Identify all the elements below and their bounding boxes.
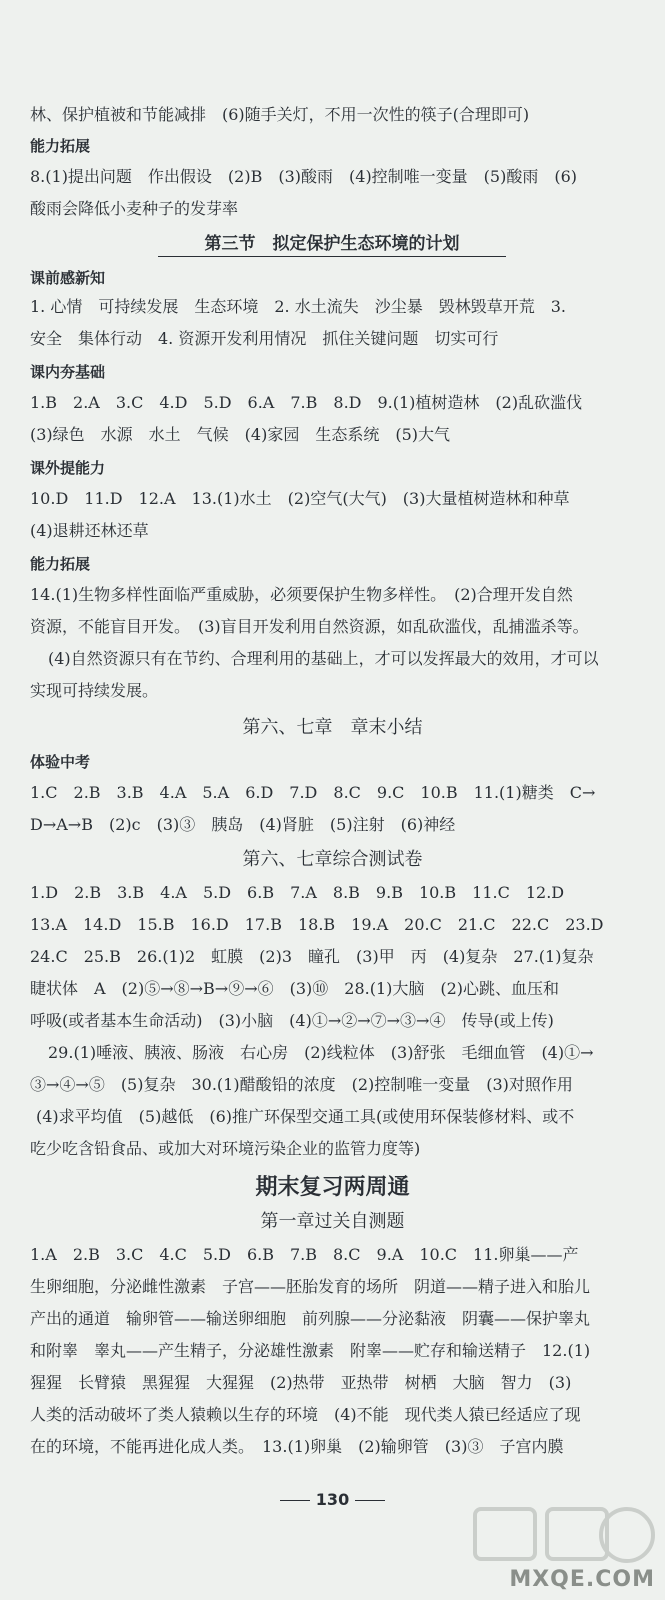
answer-line: 1.B 2.A 3.C 4.D 5.D 6.A 7.B 8.D 9.(1)植树造林 (2)乱砍滥伐 (30, 393, 583, 412)
answer-line: 1.D 2.B 3.B 4.A 5.D 6.B 7.A 8.B 9.B 10.B 11.C 12.D (30, 883, 565, 902)
page-number-value: 130 (315, 1490, 350, 1509)
answer-line: 睫状体 A (2)⑤→⑧→B→⑨→⑥ (3)⑩ 28.(1)大脑 (2)心跳、血压和 (30, 979, 560, 998)
answer-line: 1.A 2.B 3.C 4.C 5.D 6.B 7.B 8.C 9.A 10.C 11.卵巢——产 (30, 1245, 579, 1264)
answer-line: 吃少吃含铅食品、或加大对环境污染企业的监管力度等) (30, 1139, 421, 1158)
watermark-text: MXQE.COM (509, 1567, 655, 1592)
answer-line: 林、保护植被和节能减排 (6)随手关灯，不用一次性的筷子(合理即可) (30, 105, 530, 124)
answer-line: 13.A 14.D 15.B 16.D 17.B 18.B 19.A 20.C 21.C 22.C 23.D (30, 915, 604, 934)
answer-line: (3)绿色 水源 水土 气候 (4)家园 生态系统 (5)大气 (30, 425, 450, 444)
answer-line: 产出的通道 输卵管——输送卵细胞 前列腺——分泌黏液 阴囊——保护睾丸 (30, 1309, 591, 1328)
answer-line: 人类的活动破坏了类人猿赖以生存的环境 (4)不能 现代类人猿已经适应了现 (30, 1405, 581, 1424)
answer-line: 8.(1)提出问题 作出假设 (2)B (3)酸雨 (4)控制唯一变量 (5)酸雨 (6) (30, 167, 578, 186)
page-number-dash (355, 1500, 385, 1501)
answer-line: 实现可持续发展。 (30, 681, 159, 700)
answer-line: (4)求平均值 (5)越低 (6)推广环保型交通工具(或使用环保装修材料、或不 (36, 1107, 575, 1126)
section-heading-ability: 能力拓展 (30, 555, 91, 573)
section-heading-ability: 能力拓展 (30, 137, 91, 155)
answer-line: (4)自然资源只有在节约、合理利用的基础上，才可以发挥最大的效用，才可以 (48, 649, 599, 668)
answer-line: 1.C 2.B 3.B 4.A 5.A 6.D 7.D 8.C 9.C 10.B 11.(1)糖类 C→ (30, 783, 596, 802)
answer-line: D→A→B (2)c (3)③ 胰岛 (4)肾脏 (5)注射 (6)神经 (30, 815, 456, 834)
answer-line: 资源，不能盲目开发。 (3)盲目开发利用自然资源，如乱砍滥伐，乱捕滥杀等。 (30, 617, 589, 636)
answer-line: 10.D 11.D 12.A 13.(1)水土 (2)空气(大气) (3)大量植树造林和种草 (30, 489, 570, 508)
page-number-dash (280, 1500, 310, 1501)
review-title: 期末复习两周通 (255, 1175, 410, 1200)
answer-line: 呼吸(或者基本生命活动) (3)小脑 (4)①→②→⑦→③→④ 传导(或上传) (30, 1011, 554, 1030)
answer-line: (4)退耕还林还草 (30, 521, 149, 540)
answer-line: 猩猩 长臂猿 黑猩猩 大猩猩 (2)热带 亚热带 树栖 大脑 智力 (3) (30, 1373, 572, 1392)
section-title: 第三节 拟定保护生态环境的计划 (158, 232, 506, 257)
answer-line: 29.(1)唾液、胰液、肠液 右心房 (2)线粒体 (3)舒张 毛细血管 (4)①→ (48, 1043, 594, 1062)
chapter-test-title: 第一章过关自测题 (260, 1211, 405, 1232)
test-paper-title: 第六、七章综合测试卷 (242, 849, 423, 870)
answer-line: 在的环境，不能再进化成人类。 13.(1)卵巢 (2)输卵管 (3)③ 子宫内膜 (30, 1437, 564, 1456)
answer-line: 安全 集体行动 4. 资源开发利用情况 抓住关键问题 切实可行 (30, 329, 499, 348)
section-heading-basics: 课内夯基础 (30, 363, 106, 381)
answer-line: 14.(1)生物多样性面临严重威胁，必须要保护生物多样性。 (2)合理开发自然 (30, 585, 573, 604)
section-heading-extension: 课外提能力 (30, 459, 106, 477)
section-heading-preview: 课前感新知 (30, 269, 106, 287)
answer-line: 1. 心情 可持续发展 生态环境 2. 水土流失 沙尘暴 毁林毁草开荒 3. (30, 297, 566, 316)
answer-line: ③→④→⑤ (5)复杂 30.(1)醋酸铅的浓度 (2)控制唯一变量 (3)对照作用 (30, 1075, 573, 1094)
answer-line: 生卵细胞，分泌雌性激素 子宫——胚胎发育的场所 阴道——精子进入和胎儿 (30, 1277, 591, 1296)
chapter-summary-title: 第六、七章 章末小结 (242, 717, 423, 738)
answer-line: 酸雨会降低小麦种子的发芽率 (30, 199, 239, 218)
section-heading-exam: 体验中考 (30, 753, 91, 771)
answer-line: 和附睾 睾丸——产生精子，分泌雄性激素 附睾——贮存和输送精子 12.(1) (30, 1341, 591, 1360)
answer-line: 24.C 25.B 26.(1)2 虹膜 (2)3 瞳孔 (3)甲 丙 (4)复杂 27.(1)复杂 (30, 947, 594, 966)
